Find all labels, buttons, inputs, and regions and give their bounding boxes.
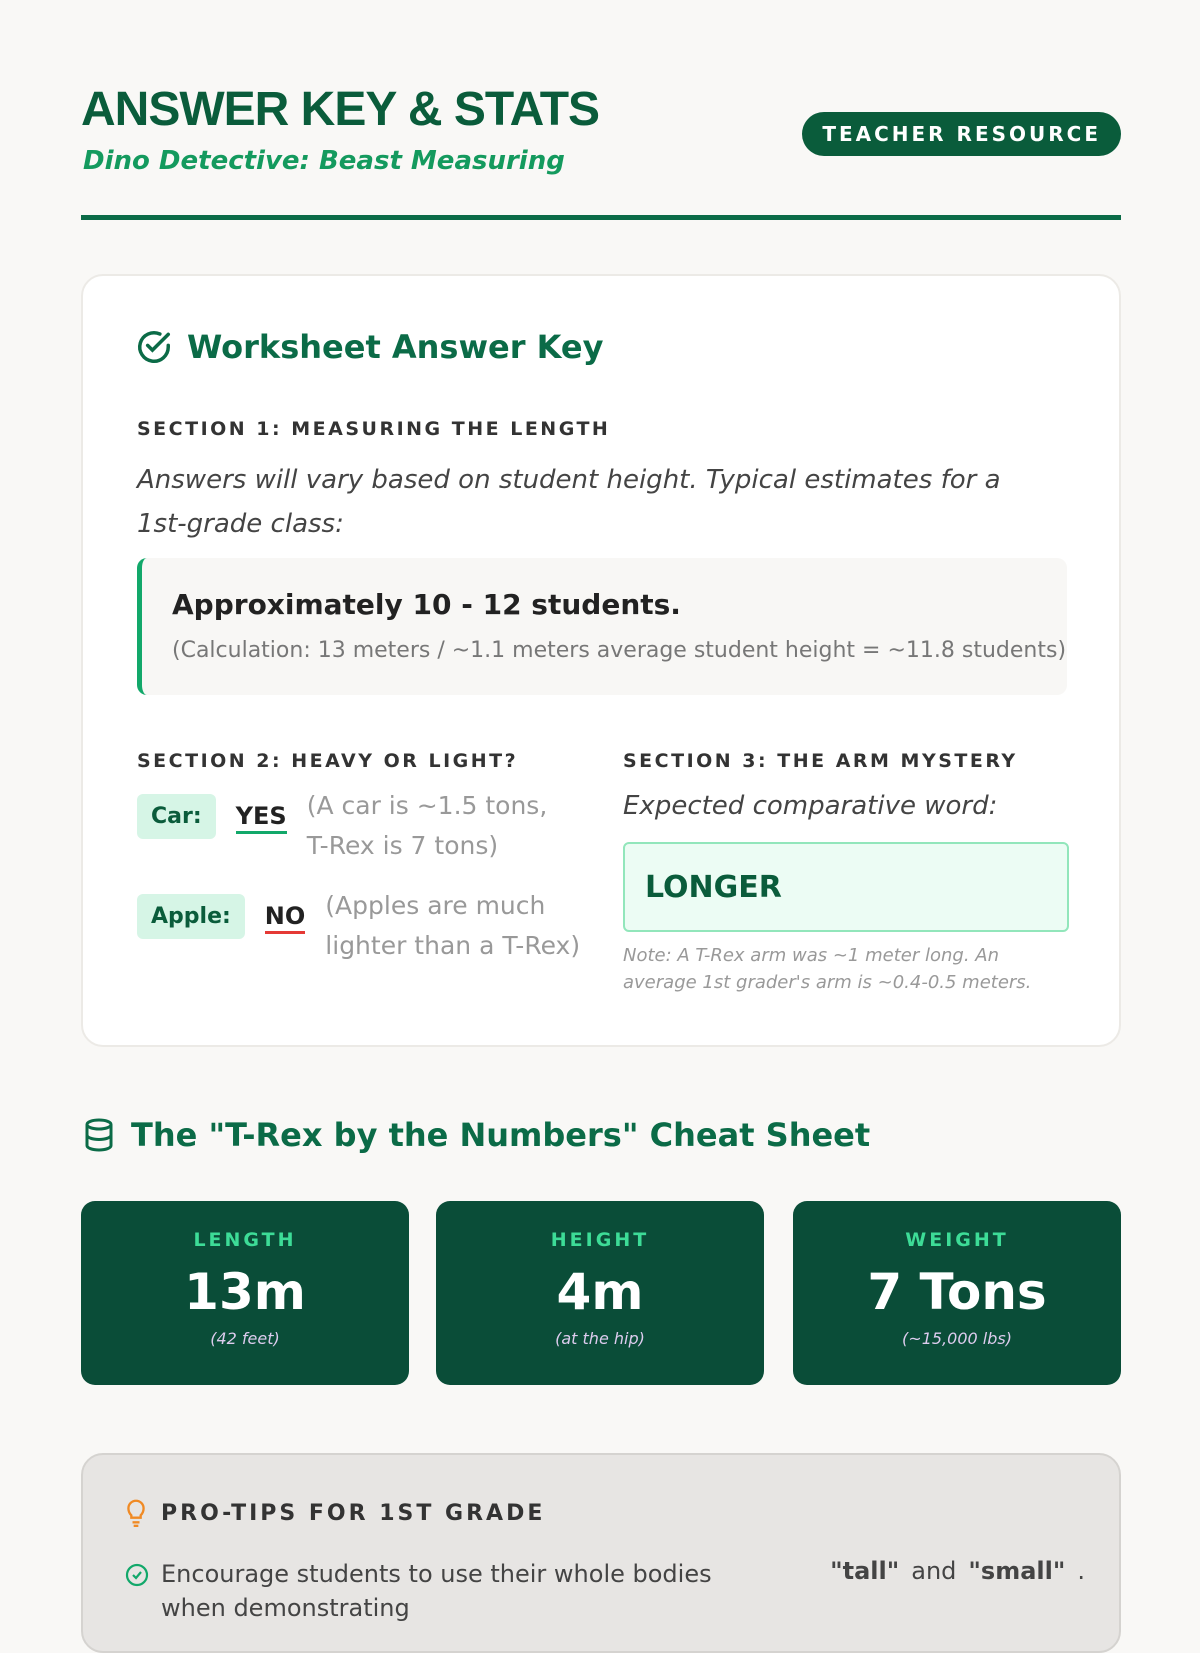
database-icon	[81, 1116, 117, 1154]
stat-card-length	[81, 1201, 409, 1385]
section1-answer: Approximately 10 - 12 students.	[172, 588, 681, 621]
apple-row	[137, 886, 587, 966]
tip-and: and	[911, 1557, 957, 1585]
section1-calculation: (Calculation: 13 meters / ~1.1 meters average student height = ~11.8 students)	[172, 638, 1067, 663]
apple-tag: Apple:	[137, 894, 245, 939]
section3-note: Note: A T-Rex arm was ~1 meter long. An average 1st grader's arm is ~0.4-0.5 meters.	[623, 945, 1032, 993]
stat-sub: (at the hip)	[555, 1329, 645, 1348]
teacher-resource-badge: TEACHER RESOURCE	[802, 112, 1121, 156]
car-explanation: (A car is ~1.5 tons, T-Rex is 7 tons)	[306, 791, 548, 860]
answer-key-card	[81, 274, 1121, 1047]
answer-key-title: Worksheet Answer Key	[187, 328, 604, 366]
pro-tips-heading	[125, 1499, 545, 1527]
section1-answer-callout	[137, 558, 1067, 695]
check-circle-icon	[135, 328, 173, 366]
section3-answer-box: LONGER	[623, 842, 1069, 932]
tip-item	[125, 1557, 1085, 1625]
cheat-sheet-heading	[81, 1116, 870, 1154]
lightbulb-icon	[125, 1499, 147, 1527]
stat-value: 4m	[556, 1263, 644, 1321]
car-tag: Car:	[137, 794, 216, 839]
stat-value: 7 Tons	[867, 1263, 1047, 1321]
stat-sub: (42 feet)	[210, 1329, 280, 1348]
section3-label: SECTION 3: THE ARM MYSTERY	[623, 750, 1018, 772]
stat-card-height	[436, 1201, 764, 1385]
answer-key-heading	[135, 328, 603, 366]
tip-end: .	[1077, 1557, 1085, 1585]
tip-word-tall: "tall"	[830, 1557, 900, 1585]
cheat-sheet-title: The "T-Rex by the Numbers" Cheat Sheet	[131, 1116, 871, 1154]
stat-sub: (~15,000 lbs)	[902, 1329, 1012, 1348]
page-header	[81, 80, 1121, 220]
stat-card-weight	[793, 1201, 1121, 1385]
section1-label: SECTION 1: MEASURING THE LENGTH	[137, 418, 611, 440]
tip-text: Encourage students to use their whole bodies when demonstrating	[161, 1560, 712, 1622]
section1-intro: Answers will vary based on student height. Typical estimates for a 1st-grade class:	[137, 465, 1001, 539]
stat-label: WEIGHT	[905, 1229, 1009, 1251]
check-circle-icon	[125, 1563, 149, 1587]
apple-explanation: (Apples are much lighter than a T-Rex)	[325, 891, 581, 960]
apple-answer: NO	[265, 902, 306, 934]
car-answer: YES	[236, 802, 287, 834]
section3-prompt: Expected comparative word:	[623, 791, 998, 821]
tip-word-small: "small"	[968, 1557, 1066, 1585]
page-subtitle: Dino Detective: Beast Measuring	[83, 146, 565, 176]
stat-label: LENGTH	[193, 1229, 297, 1251]
pro-tips-title: PRO-TIPS FOR 1ST GRADE	[161, 1500, 546, 1526]
page-title: ANSWER KEY & STATS	[81, 83, 600, 136]
stat-label: HEIGHT	[550, 1229, 650, 1251]
stat-value: 13m	[184, 1263, 306, 1321]
pro-tips-card	[81, 1453, 1121, 1653]
car-row	[137, 786, 567, 866]
section2-label: SECTION 2: HEAVY OR LIGHT?	[137, 750, 519, 772]
